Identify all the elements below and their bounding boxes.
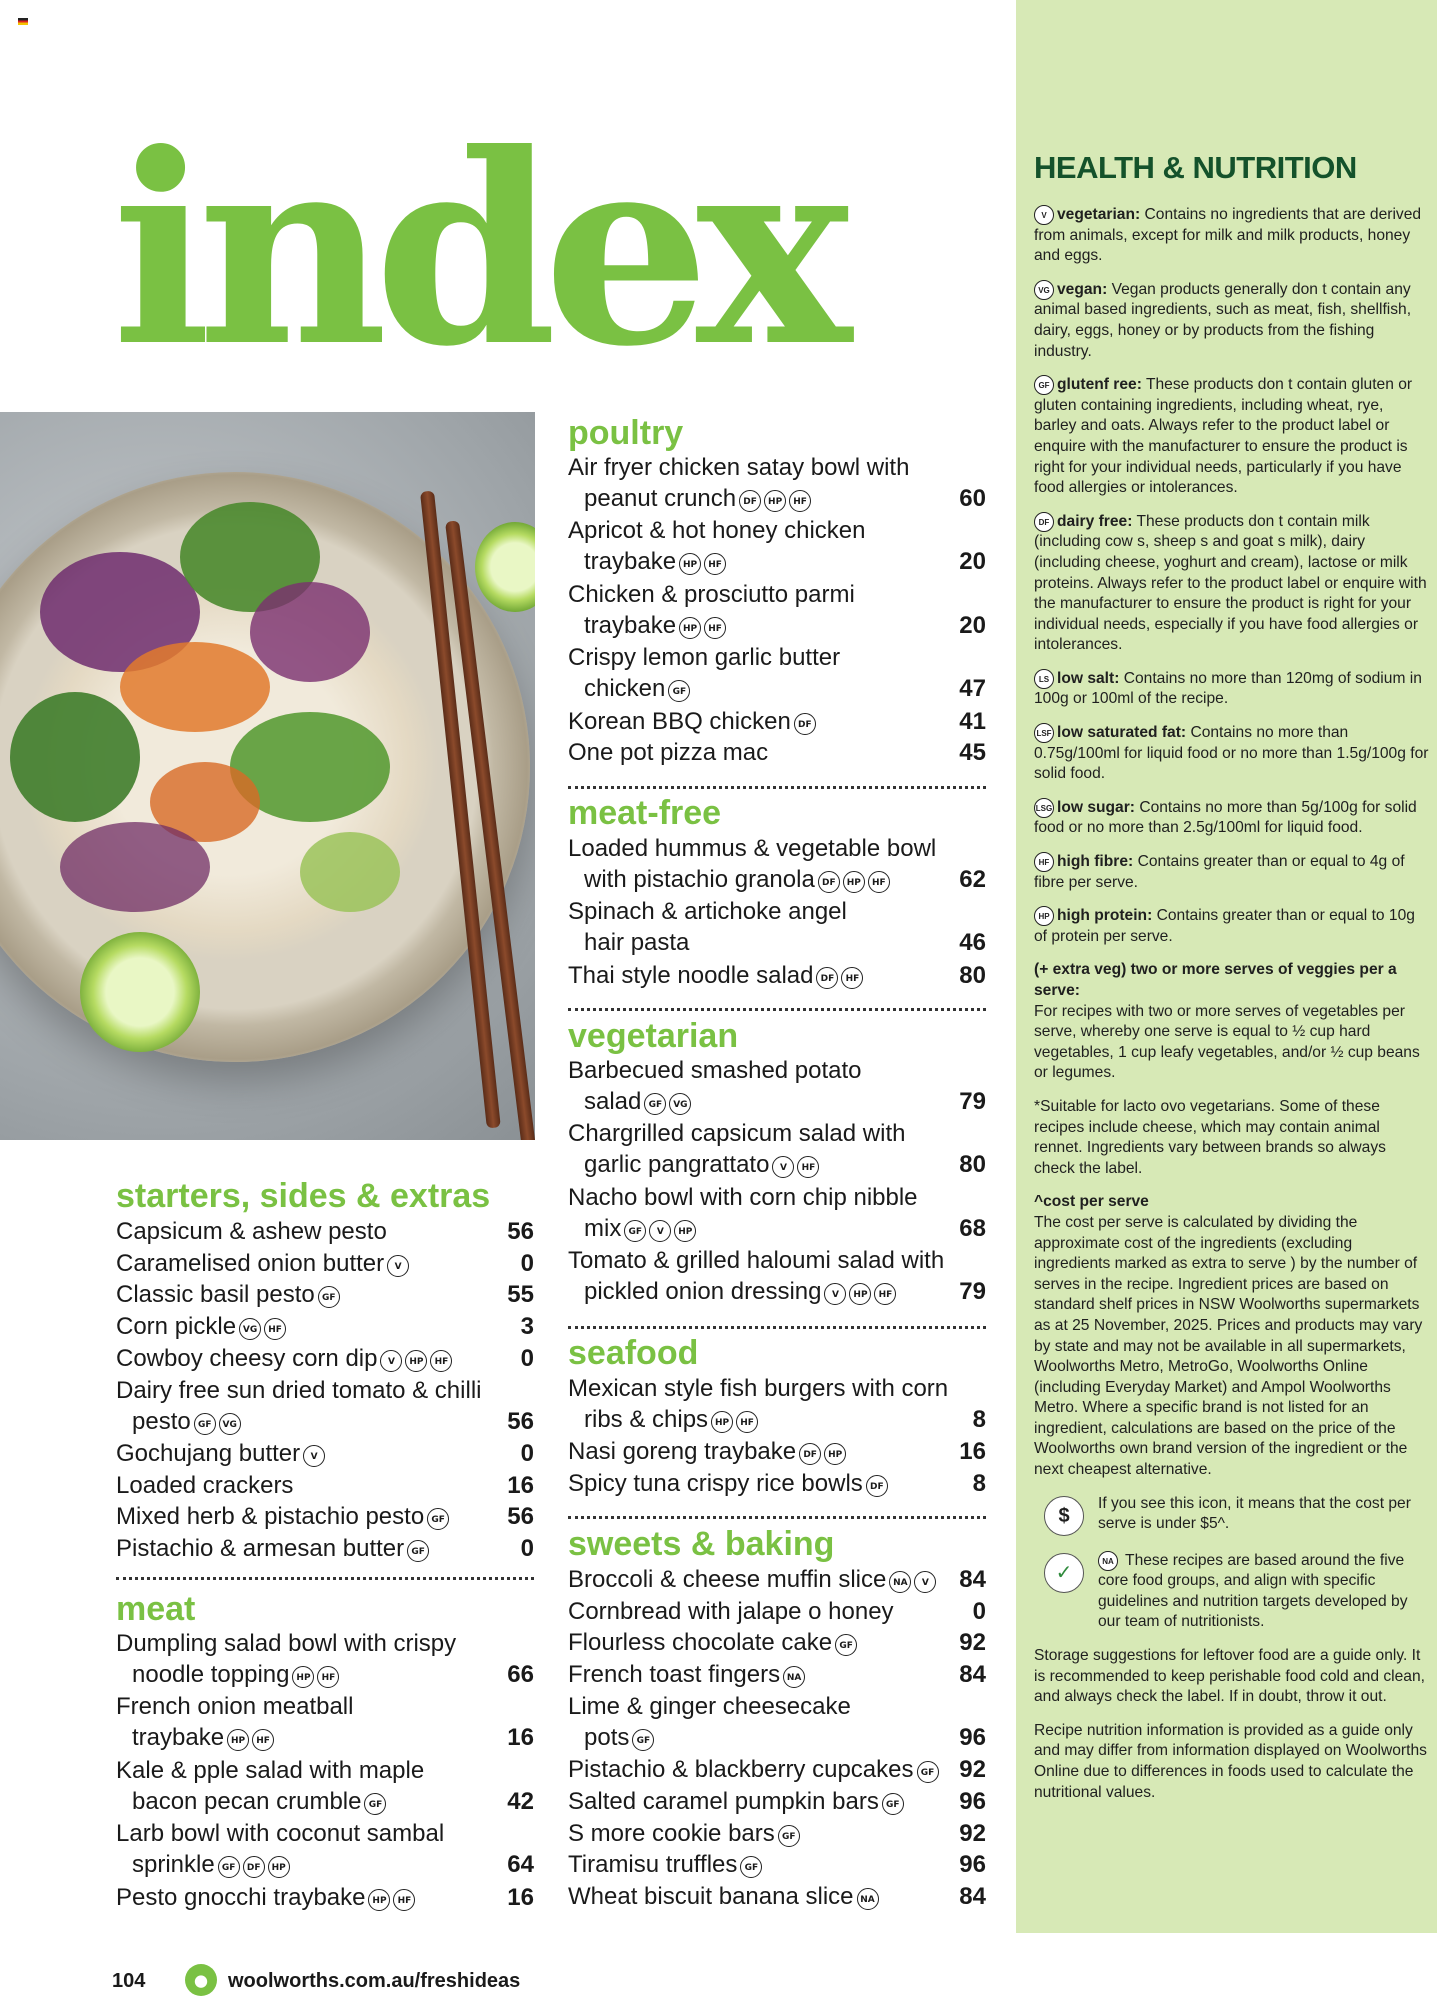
flag-icon (18, 18, 28, 25)
entry-title: Pistachio & blackberry cupcakes (568, 1756, 914, 1784)
badge-na-icon: NA (889, 1571, 911, 1593)
definition-text: Vegan products generally don t contain any animal based ingredients, such as meat, fish, shellfish, dairy, eggs, honey or by products from the fishing industry. (1034, 280, 1412, 360)
page-number: 104 (112, 1970, 146, 1992)
entry-title: Larb bowl with coconut sambal (116, 1820, 445, 1848)
badge-v-icon: V (387, 1255, 409, 1277)
index-entry (116, 1533, 534, 1564)
definition-term: vegetarian: (1057, 206, 1141, 223)
badge-hp-icon: HP (849, 1283, 871, 1305)
entry-page-number: 3 (520, 1313, 534, 1341)
section-divider (116, 1577, 534, 1580)
entry-page-number: 79 (959, 1278, 986, 1306)
entry-page-number: 20 (959, 611, 986, 639)
entry-page-number: 0 (520, 1439, 534, 1467)
lime-wedge (475, 522, 535, 612)
badge-vg-icon: VG (669, 1093, 691, 1115)
section-heading-sweets: sweets & baking (568, 1525, 835, 1563)
nutritionist-note (1034, 1551, 1429, 1633)
entry-title-continued: pots (584, 1723, 630, 1751)
entry-title-continued: chicken (584, 675, 666, 703)
entry-title: Loaded hummus & vegetable bowl (568, 835, 937, 862)
badge-hf-icon: HF (841, 967, 863, 989)
entry-title: Salted caramel pumpkin bars (568, 1787, 879, 1815)
definition-item (1034, 852, 1429, 893)
page-title: index (112, 96, 839, 404)
badge-gf-icon: GF (407, 1540, 429, 1562)
entry-page-number: 47 (959, 675, 986, 703)
entry-title-continued: bacon pecan crumble (132, 1787, 362, 1815)
badge-gf-icon: GF (624, 1220, 646, 1242)
definition-term: high protein: (1057, 907, 1153, 925)
index-entry (116, 1375, 534, 1437)
index-entry (568, 1849, 986, 1880)
entry-page-number: 16 (507, 1471, 534, 1499)
badge-df-icon: DF (739, 490, 761, 512)
entry-page-number: 0 (520, 1249, 534, 1277)
badge-hp-icon: HP (227, 1729, 249, 1751)
entry-title: Broccoli & cheese muffin slice (568, 1566, 887, 1593)
entry-title: Tomato & grilled haloumi salad with (568, 1247, 945, 1275)
index-entry (116, 1343, 534, 1374)
definition-item (1034, 906, 1429, 947)
definition-text: Contains greater than or equal to 4g of fibre per serve. (1034, 853, 1405, 891)
entry-title: Air fryer chicken satay bowl with (568, 454, 910, 481)
index-entry (568, 1436, 986, 1467)
badge-lsf-icon: LSF (1034, 723, 1054, 743)
entry-page-number: 60 (959, 485, 986, 512)
extra-veg-heading: (+ extra veg) two or more serves of veggies per a serve: (1034, 961, 1397, 999)
badge-gf-icon: GF (740, 1856, 762, 1878)
index-entry (568, 833, 986, 895)
section-divider (568, 1326, 986, 1329)
badge-gf-icon: GF (882, 1793, 904, 1815)
footer-url[interactable]: woolworths.com.au/freshideas (228, 1970, 521, 1992)
definition-term: vegan: (1057, 280, 1108, 298)
badge-hp-icon: HP (1034, 906, 1054, 926)
entry-title: Cowboy cheesy corn dip (116, 1344, 378, 1372)
recipe-note: Recipe nutrition information is provided as a guide only and may differ from information displayed on Woolworths Online due to differences in foods used to calculate the nutritional values. (1034, 1721, 1427, 1801)
entry-title-continued: sprinkle (132, 1851, 215, 1879)
entry-title: Korean BBQ chicken (568, 707, 791, 735)
entry-title-continued: salad (584, 1088, 642, 1115)
index-entry (116, 1755, 534, 1817)
definition-term: low salt: (1057, 669, 1120, 687)
badge-lsg-icon: LSG (1034, 798, 1054, 818)
definition-item (1034, 280, 1429, 362)
cost-heading: ^cost per serve (1034, 1193, 1149, 1211)
badge-hp-icon: HP (674, 1220, 696, 1242)
definition-text: These products don t contain milk (including cow s, sheep s and goat s milk), dairy (including cheese, yoghurt and cream), lactose or milk proteins. Always refer to the product label or enquire with the manufacturer to ensure the product is right for your individual needs, especially if you have food allergies or intolerances. (1034, 512, 1427, 654)
badge-df-icon: DF (799, 1443, 821, 1465)
entry-title: Kale & pple salad with maple (116, 1756, 425, 1784)
definition-item (1034, 669, 1429, 710)
cost-note (1034, 1192, 1429, 1480)
definition-text: These products don t contain gluten or gluten containing ingredients, including wheat, rye, barley and oats. Always refer to the product label or enquire with the manufacturer to ensure the product is right for your individual needs, particularly if you have food allergies or intolerances. (1034, 376, 1413, 497)
entry-title: Nasi goreng traybake (568, 1438, 797, 1466)
entry-page-number: 79 (959, 1088, 986, 1115)
entry-title-continued: garlic pangrattato (584, 1151, 770, 1179)
badge-vg-icon: VG (1034, 280, 1054, 300)
definition-term: dairy free: (1057, 512, 1133, 530)
badge-v-icon: V (1034, 205, 1054, 225)
badge-gf-icon: GF (778, 1825, 800, 1847)
entry-title: Corn pickle (116, 1313, 237, 1341)
extra-veg-note (1034, 960, 1429, 1084)
index-entry (116, 1501, 534, 1532)
badge-na-icon: NA (857, 1888, 879, 1910)
entry-page-number: 16 (507, 1883, 534, 1911)
entry-title: Tiramisu truffles (568, 1851, 738, 1879)
index-entry (116, 1628, 534, 1690)
entry-title: Gochujang butter (116, 1439, 301, 1467)
entry-page-number: 0 (520, 1344, 534, 1372)
entry-page-number: 64 (507, 1851, 534, 1879)
badge-hf-icon: HF (868, 871, 890, 893)
na-text: These recipes are based around the five core food groups, and align with specific guidelines and nutrition targets developed by our team of nutritionists. (1098, 1551, 1408, 1631)
definition-text: Contains greater than or equal to 10g of protein per serve. (1034, 907, 1415, 945)
badge-v-icon: V (303, 1445, 325, 1467)
index-entry (568, 1691, 986, 1753)
definition-text: Contains no more than 0.75g/100ml for liquid food or no more than 1.5g/100g for solid food. (1034, 724, 1429, 783)
budget-note (1034, 1494, 1429, 1538)
entry-page-number: 16 (959, 1438, 986, 1466)
index-entry (568, 1564, 986, 1595)
entry-title: Wheat biscuit banana slice (568, 1883, 854, 1910)
entry-page-number: 56 (507, 1407, 534, 1435)
definition-term: high fibre: (1057, 853, 1134, 871)
index-entry (568, 642, 986, 704)
entry-title: French toast fingers (568, 1661, 781, 1689)
entry-title: Caramelised onion butter (116, 1249, 385, 1277)
panel-body (1034, 205, 1429, 1816)
definition-term: low saturated fat: (1057, 724, 1187, 742)
section-divider (568, 1516, 986, 1519)
entry-page-number: 92 (959, 1756, 986, 1784)
badge-v-icon: V (649, 1220, 671, 1242)
badge-df-icon: DF (818, 871, 840, 893)
entry-page-number: 41 (959, 707, 986, 735)
entry-page-number: 84 (959, 1883, 986, 1910)
badge-v-icon: V (772, 1156, 794, 1178)
storage-note: Storage suggestions for leftover food are a guide only. It is recommended to keep perishable food cold and clean, and always check the label. If in doubt, throw it out. (1034, 1647, 1425, 1706)
index-entry (568, 1245, 986, 1307)
index-entry (568, 1659, 986, 1690)
index-entry (568, 1596, 986, 1627)
entry-page-number: 84 (959, 1661, 986, 1689)
definition-item (1034, 723, 1429, 785)
badge-hf-icon: HF (264, 1318, 286, 1340)
entry-page-number: 8 (972, 1470, 986, 1498)
index-entry (568, 579, 986, 641)
entry-title-continued: noodle topping (132, 1661, 290, 1688)
entry-title: Cornbread with jalape o honey (568, 1597, 894, 1625)
badge-gf-icon: GF (632, 1729, 654, 1751)
section-heading-seafood: seafood (568, 1334, 699, 1372)
entry-title: Dairy free sun dried tomato & chilli (116, 1376, 482, 1404)
index-entry (568, 1754, 986, 1785)
badge-df-icon: DF (243, 1856, 265, 1878)
badge-df-icon: DF (866, 1475, 888, 1497)
entry-title: One pot pizza mac (568, 739, 769, 767)
index-entry (568, 1118, 986, 1180)
definition-item (1034, 798, 1429, 839)
entry-title: Pistachio & armesan butter (116, 1535, 405, 1562)
badge-gf-icon: GF (1034, 375, 1054, 395)
entry-page-number: 20 (959, 548, 986, 576)
entry-page-number: 80 (959, 961, 986, 989)
section-heading-meat-free: meat-free (568, 794, 722, 832)
section-heading-starters: starters, sides & extras (116, 1177, 491, 1215)
badge-gf-icon: GF (364, 1793, 386, 1815)
entry-title-continued: pickled onion dressing (584, 1278, 822, 1306)
badge-hf-icon: HF (1034, 852, 1054, 872)
entry-page-number: 96 (959, 1851, 986, 1879)
entry-page-number: 8 (972, 1406, 986, 1433)
badge-hf-icon: HF (704, 617, 726, 639)
entry-title: Lime & ginger cheesecake (568, 1692, 851, 1720)
badge-hf-icon: HF (393, 1889, 415, 1911)
entry-title-continued: traybake (132, 1724, 225, 1752)
index-entry (568, 1786, 986, 1817)
badge-v-icon: V (914, 1571, 936, 1593)
badge-hp-icon: HP (843, 871, 865, 893)
badge-hp-icon: HP (405, 1350, 427, 1372)
nutritionist-approved-icon: ✓ (1044, 1553, 1084, 1593)
badge-vg-icon: VG (219, 1413, 241, 1435)
definition-item (1034, 375, 1429, 499)
definition-item (1034, 512, 1429, 656)
index-entry (568, 960, 986, 991)
entry-title: Apricot & hot honey chicken (568, 517, 866, 545)
extra-veg-text: For recipes with two or more serves of vegetables per serve, whereby one serve is equal to ½ cup hard vegetables, 1 cup leafy vegetables, and/or ½ cup beans or legumes. (1034, 1002, 1420, 1082)
index-entry (568, 1468, 986, 1499)
entry-page-number: 62 (959, 866, 986, 893)
cost-text: The cost per serve is calculated by dividing the approximate cost of the ingredients (excluding ingredients marked as extra to serve ) by the number of serves in the recipe. Ingredient prices are based on standard shelf prices in NSW Woolworths supermarkets as at 25 November, 2025. Prices and products may vary by state and may not be available in all supermarkets, Woolworths Metro, MetroGo, Woolworths Online (including Everyday Market) and Ampol Woolworths Metro. Where a specific brand is not listed for an ingredient, calculations are based on the price of the Woolworths own brand version of the ingredient or the next cheapest alternative. (1034, 1213, 1423, 1479)
section-divider (568, 1008, 986, 1011)
entry-title: Barbecued smashed potato (568, 1057, 862, 1084)
badge-hf-icon: HF (874, 1283, 896, 1305)
lacto-note: *Suitable for lacto ovo vegetarians. Some of these recipes include cheese, which may contain animal rennet. Ingredients vary between brands so always check the label. (1034, 1097, 1386, 1177)
badge-gf-icon: GF (318, 1286, 340, 1308)
entry-title-continued: peanut crunch (584, 485, 737, 512)
badge-na-icon: NA (1098, 1551, 1118, 1571)
index-entry (568, 1055, 986, 1117)
entry-title: Loaded crackers (116, 1471, 294, 1499)
index-entry (568, 452, 986, 514)
badge-gf-icon: GF (668, 680, 690, 702)
section-heading-poultry: poultry (568, 414, 684, 452)
index-entry (116, 1438, 534, 1469)
entry-title-continued: pesto (132, 1407, 191, 1435)
index-entry (116, 1691, 534, 1753)
entry-page-number: 16 (507, 1724, 534, 1752)
entry-title-continued: ribs & chips (584, 1406, 709, 1433)
entry-title: Thai style noodle salad (568, 961, 814, 989)
badge-hf-icon: HF (430, 1350, 452, 1372)
entry-title: Spicy tuna crispy rice bowls (568, 1470, 863, 1498)
entry-title: Chargrilled capsicum salad with (568, 1120, 906, 1148)
badge-hf-icon: HF (317, 1666, 339, 1688)
badge-hp-icon: HP (824, 1443, 846, 1465)
entry-page-number: 55 (507, 1281, 534, 1309)
index-entry (568, 1818, 986, 1849)
badge-df-icon: DF (794, 713, 816, 735)
entry-page-number: 68 (959, 1214, 986, 1242)
index-entry (568, 1373, 986, 1435)
badge-hf-icon: HF (736, 1411, 758, 1433)
entry-title: Spinach & artichoke angel (568, 898, 847, 926)
index-entry (116, 1470, 534, 1501)
index-entry (568, 706, 986, 737)
entry-title: Capsicum & ashew pesto (116, 1218, 387, 1245)
entry-title: French onion meatball (116, 1693, 354, 1721)
entry-title-continued: mix (584, 1214, 622, 1242)
badge-v-icon: V (824, 1283, 846, 1305)
badge-df-icon: DF (1034, 512, 1054, 532)
woolworths-logo-icon (185, 1964, 217, 1996)
entry-title: S more cookie bars (568, 1819, 775, 1847)
definition-text: Contains no more than 5g/100g for solid food or no more than 2.5g/100ml for liquid food. (1034, 798, 1417, 837)
entry-title-continued: traybake (584, 548, 677, 576)
entry-title: Mixed herb & pistachio pesto (116, 1503, 425, 1531)
entry-title: Chicken & prosciutto parmi (568, 580, 855, 608)
entry-page-number: 84 (959, 1566, 986, 1593)
salad-photo (0, 412, 535, 1140)
entry-page-number: 0 (972, 1597, 986, 1625)
index-entry (568, 737, 986, 768)
badge-hp-icon: HP (292, 1666, 314, 1688)
index-entry (116, 1216, 534, 1247)
badge-vg-icon: VG (239, 1318, 261, 1340)
section-divider (568, 786, 986, 789)
section-heading-meat: meat (116, 1590, 196, 1628)
index-entry (116, 1882, 534, 1913)
lime-slice (80, 932, 200, 1052)
definition-text: Contains no more than 120mg of sodium in 100g or 100ml of the recipe. (1034, 669, 1422, 708)
entry-title-continued: traybake (584, 611, 677, 639)
entry-page-number: 80 (959, 1151, 986, 1179)
badge-hf-icon: HF (704, 553, 726, 575)
badge-hf-icon: HF (789, 490, 811, 512)
health-nutrition-panel (1016, 0, 1437, 1933)
panel-heading: HEALTH & NUTRITION (1034, 150, 1357, 185)
definition-term: glutenf ree: (1057, 376, 1142, 394)
badge-gf-icon: GF (218, 1856, 240, 1878)
budget-text: If you see this icon, it means that the cost per serve is under $5^. (1098, 1494, 1411, 1533)
index-entry (568, 1881, 986, 1912)
index-entry (568, 515, 986, 577)
badge-v-icon: V (380, 1350, 402, 1372)
entry-title: Classic basil pesto (116, 1281, 315, 1309)
index-entry (568, 1627, 986, 1658)
badge-hp-icon: HP (268, 1856, 290, 1878)
badge-hp-icon: HP (679, 617, 701, 639)
badge-gf-icon: GF (917, 1761, 939, 1783)
entry-page-number: 42 (507, 1787, 534, 1815)
badge-df-icon: DF (816, 967, 838, 989)
entry-title: Flourless chocolate cake (568, 1629, 833, 1657)
badge-gf-icon: GF (835, 1634, 857, 1656)
entry-page-number: 92 (959, 1629, 986, 1657)
badge-gf-icon: GF (427, 1508, 449, 1530)
budget-dollar-icon: $ (1044, 1496, 1084, 1536)
entry-page-number: 0 (520, 1535, 534, 1562)
badge-hp-icon: HP (764, 490, 786, 512)
entry-title: Dumpling salad bowl with crispy (116, 1630, 457, 1657)
section-heading-vegetarian: vegetarian (568, 1017, 739, 1055)
badge-hp-icon: HP (711, 1411, 733, 1433)
definition-term: low sugar: (1057, 798, 1135, 816)
index-entry (116, 1248, 534, 1279)
badge-ls-icon: LS (1034, 669, 1054, 689)
badge-hf-icon: HF (252, 1729, 274, 1751)
index-entry (568, 896, 986, 958)
entry-page-number: 66 (507, 1661, 534, 1688)
entry-page-number: 45 (959, 739, 986, 767)
entry-page-number: 92 (959, 1819, 986, 1847)
entry-page-number: 46 (959, 929, 986, 957)
index-entry (568, 1182, 986, 1244)
entry-title-continued: with pistachio granola (584, 866, 815, 893)
badge-hf-icon: HF (797, 1156, 819, 1178)
entry-title: Nacho bowl with corn chip nibble (568, 1183, 918, 1211)
entry-page-number: 56 (507, 1503, 534, 1531)
index-entry (116, 1279, 534, 1310)
entry-title: Pesto gnocchi traybake (116, 1883, 366, 1911)
definition-item (1034, 205, 1429, 267)
definition-text: Contains no ingredients that are derived from animals, except for milk and milk products, honey and eggs. (1034, 206, 1422, 265)
index-entry (116, 1311, 534, 1342)
index-entry (116, 1818, 534, 1880)
entry-page-number: 56 (507, 1218, 534, 1245)
entry-page-number: 96 (959, 1787, 986, 1815)
entry-page-number: 96 (959, 1723, 986, 1751)
entry-title-continued: hair pasta (584, 929, 690, 957)
entry-title: Crispy lemon garlic butter (568, 644, 841, 672)
entry-title: Mexican style fish burgers with corn (568, 1375, 949, 1402)
badge-na-icon: NA (783, 1666, 805, 1688)
definitions-list (1034, 205, 1429, 947)
badge-gf-icon: GF (194, 1413, 216, 1435)
badge-hp-icon: HP (679, 553, 701, 575)
badge-hp-icon: HP (368, 1889, 390, 1911)
badge-gf-icon: GF (644, 1093, 666, 1115)
